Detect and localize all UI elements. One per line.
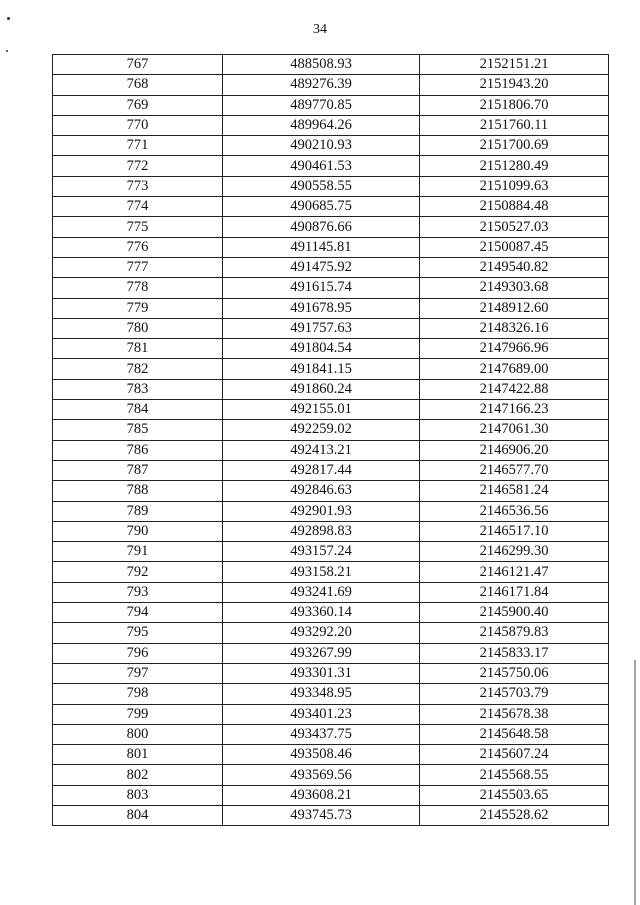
y-coordinate-cell: 2151700.69 — [420, 136, 609, 156]
x-coordinate-cell: 490461.53 — [223, 156, 420, 176]
point-number-cell: 799 — [53, 704, 223, 724]
y-coordinate-cell: 2145528.62 — [420, 805, 609, 825]
point-number-cell: 770 — [53, 115, 223, 135]
y-coordinate-cell: 2147061.30 — [420, 420, 609, 440]
table-row — [53, 136, 609, 156]
x-coordinate-cell: 493569.56 — [223, 765, 420, 785]
table-row — [53, 460, 609, 480]
point-number-cell: 801 — [53, 745, 223, 765]
y-coordinate-cell: 2146536.56 — [420, 501, 609, 521]
y-coordinate-cell: 2145750.06 — [420, 663, 609, 683]
point-number-cell: 792 — [53, 562, 223, 582]
y-coordinate-cell: 2145703.79 — [420, 684, 609, 704]
scan-speck — [6, 50, 8, 52]
point-number-cell: 795 — [53, 623, 223, 643]
point-number-cell: 802 — [53, 765, 223, 785]
point-number-cell: 796 — [53, 643, 223, 663]
table-row — [53, 663, 609, 683]
y-coordinate-cell: 2149540.82 — [420, 257, 609, 277]
x-coordinate-cell: 489276.39 — [223, 75, 420, 95]
point-number-cell: 787 — [53, 460, 223, 480]
x-coordinate-cell: 493348.95 — [223, 684, 420, 704]
point-number-cell: 773 — [53, 176, 223, 196]
y-coordinate-cell: 2151280.49 — [420, 156, 609, 176]
x-coordinate-cell: 491615.74 — [223, 278, 420, 298]
point-number-cell: 786 — [53, 440, 223, 460]
x-coordinate-cell: 491475.92 — [223, 257, 420, 277]
x-coordinate-cell: 490210.93 — [223, 136, 420, 156]
x-coordinate-cell: 491757.63 — [223, 318, 420, 338]
table-row — [53, 481, 609, 501]
table-row — [53, 379, 609, 399]
point-number-cell: 794 — [53, 603, 223, 623]
point-number-cell: 779 — [53, 298, 223, 318]
point-number-cell: 800 — [53, 724, 223, 744]
point-number-cell: 778 — [53, 278, 223, 298]
point-number-cell: 774 — [53, 197, 223, 217]
table-row — [53, 542, 609, 562]
table-row — [53, 257, 609, 277]
point-number-cell: 777 — [53, 257, 223, 277]
table-row — [53, 400, 609, 420]
table-row — [53, 562, 609, 582]
y-coordinate-cell: 2151806.70 — [420, 95, 609, 115]
x-coordinate-cell: 489770.85 — [223, 95, 420, 115]
point-number-cell: 776 — [53, 237, 223, 257]
x-coordinate-cell: 493401.23 — [223, 704, 420, 724]
point-number-cell: 791 — [53, 542, 223, 562]
x-coordinate-cell: 490876.66 — [223, 217, 420, 237]
table-row — [53, 176, 609, 196]
table-row — [53, 623, 609, 643]
x-coordinate-cell: 493267.99 — [223, 643, 420, 663]
table-row — [53, 237, 609, 257]
table-row — [53, 603, 609, 623]
y-coordinate-cell: 2147689.00 — [420, 359, 609, 379]
x-coordinate-cell: 492898.83 — [223, 521, 420, 541]
point-number-cell: 789 — [53, 501, 223, 521]
table-row — [53, 115, 609, 135]
x-coordinate-cell: 493508.46 — [223, 745, 420, 765]
y-coordinate-cell: 2145568.55 — [420, 765, 609, 785]
point-number-cell: 780 — [53, 318, 223, 338]
table-row — [53, 684, 609, 704]
x-coordinate-cell: 492155.01 — [223, 400, 420, 420]
y-coordinate-cell: 2148326.16 — [420, 318, 609, 338]
point-number-cell: 797 — [53, 663, 223, 683]
x-coordinate-cell: 490558.55 — [223, 176, 420, 196]
y-coordinate-cell: 2145879.83 — [420, 623, 609, 643]
point-number-cell: 788 — [53, 481, 223, 501]
table-row — [53, 278, 609, 298]
y-coordinate-cell: 2149303.68 — [420, 278, 609, 298]
y-coordinate-cell: 2147422.88 — [420, 379, 609, 399]
x-coordinate-cell: 491841.15 — [223, 359, 420, 379]
point-number-cell: 781 — [53, 339, 223, 359]
x-coordinate-cell: 493157.24 — [223, 542, 420, 562]
table-row — [53, 217, 609, 237]
y-coordinate-cell: 2146517.10 — [420, 521, 609, 541]
point-number-cell: 783 — [53, 379, 223, 399]
point-number-cell: 790 — [53, 521, 223, 541]
point-number-cell: 793 — [53, 582, 223, 602]
x-coordinate-cell: 493608.21 — [223, 785, 420, 805]
point-number-cell: 775 — [53, 217, 223, 237]
y-coordinate-cell: 2151099.63 — [420, 176, 609, 196]
point-number-cell: 767 — [53, 55, 223, 75]
y-coordinate-cell: 2150527.03 — [420, 217, 609, 237]
point-number-cell: 804 — [53, 805, 223, 825]
y-coordinate-cell: 2145648.58 — [420, 724, 609, 744]
point-number-cell: 772 — [53, 156, 223, 176]
x-coordinate-cell: 491678.95 — [223, 298, 420, 318]
table-row — [53, 785, 609, 805]
point-number-cell: 784 — [53, 400, 223, 420]
x-coordinate-cell: 493437.75 — [223, 724, 420, 744]
x-coordinate-cell: 492846.63 — [223, 481, 420, 501]
table-row — [53, 318, 609, 338]
x-coordinate-cell: 493158.21 — [223, 562, 420, 582]
x-coordinate-cell: 493292.20 — [223, 623, 420, 643]
table-row — [53, 521, 609, 541]
y-coordinate-cell: 2146299.30 — [420, 542, 609, 562]
table-row — [53, 55, 609, 75]
y-coordinate-cell: 2150087.45 — [420, 237, 609, 257]
y-coordinate-cell: 2145678.38 — [420, 704, 609, 724]
table-row — [53, 197, 609, 217]
x-coordinate-cell: 491804.54 — [223, 339, 420, 359]
point-number-cell: 771 — [53, 136, 223, 156]
table-row — [53, 582, 609, 602]
x-coordinate-cell: 493241.69 — [223, 582, 420, 602]
scan-speck — [7, 17, 10, 20]
table-row — [53, 359, 609, 379]
y-coordinate-cell: 2147966.96 — [420, 339, 609, 359]
y-coordinate-cell: 2146121.47 — [420, 562, 609, 582]
y-coordinate-cell: 2152151.21 — [420, 55, 609, 75]
point-number-cell: 785 — [53, 420, 223, 440]
y-coordinate-cell: 2146581.24 — [420, 481, 609, 501]
point-number-cell: 768 — [53, 75, 223, 95]
x-coordinate-cell: 493301.31 — [223, 663, 420, 683]
point-number-cell: 803 — [53, 785, 223, 805]
y-coordinate-cell: 2145833.17 — [420, 643, 609, 663]
x-coordinate-cell: 492413.21 — [223, 440, 420, 460]
y-coordinate-cell: 2148912.60 — [420, 298, 609, 318]
x-coordinate-cell: 493360.14 — [223, 603, 420, 623]
table-row — [53, 75, 609, 95]
table-row — [53, 704, 609, 724]
x-coordinate-cell: 491145.81 — [223, 237, 420, 257]
table-row — [53, 765, 609, 785]
y-coordinate-cell: 2151943.20 — [420, 75, 609, 95]
x-coordinate-cell: 493745.73 — [223, 805, 420, 825]
x-coordinate-cell: 490685.75 — [223, 197, 420, 217]
coordinates-table — [52, 54, 609, 826]
table-row — [53, 95, 609, 115]
scan-edge-line — [634, 660, 636, 905]
y-coordinate-cell: 2145503.65 — [420, 785, 609, 805]
point-number-cell: 769 — [53, 95, 223, 115]
y-coordinate-cell: 2145900.40 — [420, 603, 609, 623]
y-coordinate-cell: 2146171.84 — [420, 582, 609, 602]
page-number: 34 — [313, 22, 327, 37]
x-coordinate-cell: 492901.93 — [223, 501, 420, 521]
y-coordinate-cell: 2145607.24 — [420, 745, 609, 765]
x-coordinate-cell: 492259.02 — [223, 420, 420, 440]
point-number-cell: 782 — [53, 359, 223, 379]
table-row — [53, 745, 609, 765]
coordinates-table-body — [53, 55, 609, 826]
y-coordinate-cell: 2151760.11 — [420, 115, 609, 135]
table-row — [53, 724, 609, 744]
y-coordinate-cell: 2147166.23 — [420, 400, 609, 420]
table-row — [53, 643, 609, 663]
y-coordinate-cell: 2150884.48 — [420, 197, 609, 217]
table-row — [53, 156, 609, 176]
point-number-cell: 798 — [53, 684, 223, 704]
table-row — [53, 339, 609, 359]
table-row — [53, 440, 609, 460]
x-coordinate-cell: 492817.44 — [223, 460, 420, 480]
table-row — [53, 298, 609, 318]
table-row — [53, 501, 609, 521]
y-coordinate-cell: 2146906.20 — [420, 440, 609, 460]
x-coordinate-cell: 491860.24 — [223, 379, 420, 399]
x-coordinate-cell: 488508.93 — [223, 55, 420, 75]
table-row — [53, 420, 609, 440]
y-coordinate-cell: 2146577.70 — [420, 460, 609, 480]
table-row — [53, 805, 609, 825]
x-coordinate-cell: 489964.26 — [223, 115, 420, 135]
